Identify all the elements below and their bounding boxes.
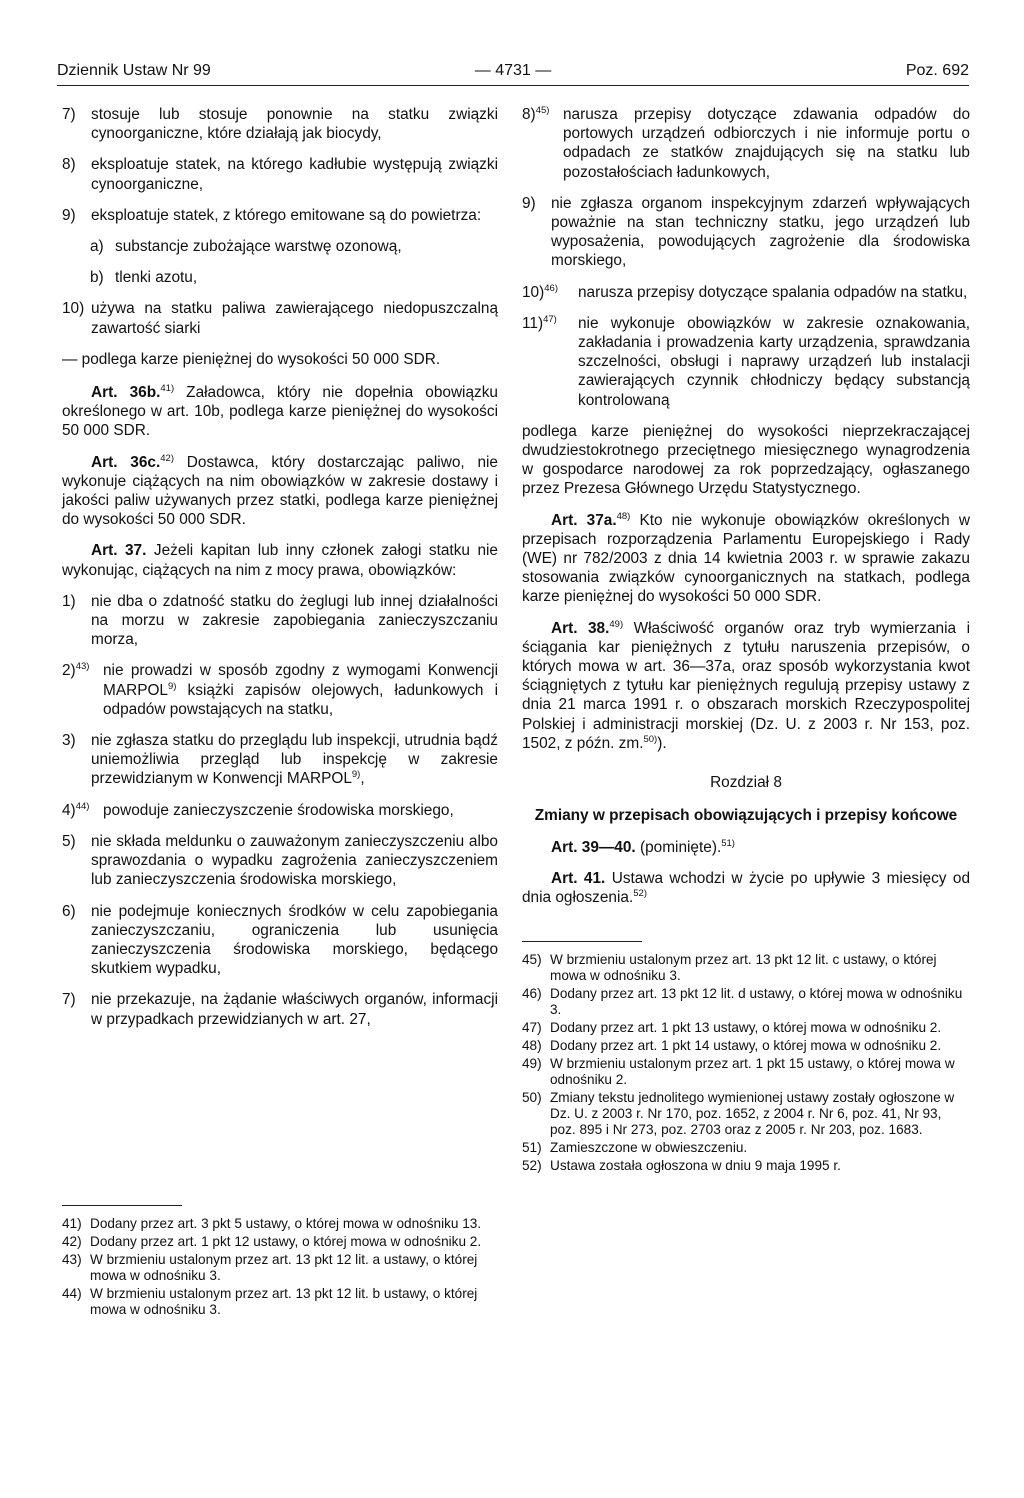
footnote [522, 986, 970, 1018]
footnote-text: Ustawa została ogłoszona w dniu 9 maja 1995 r. [550, 1158, 841, 1174]
footnote-text: Dodany przez art. 1 pkt 14 ustawy, o której mowa w odnośniku 2. [550, 1038, 942, 1054]
item-text: substancje zubożające warstwę ozonową, [115, 238, 402, 256]
article-label: Art. 37. [91, 542, 147, 560]
item-text: eksploatuje statek, z którego emitowane są do powietrza: [91, 206, 482, 224]
header-rule [57, 85, 969, 86]
item-number-text: 11) [522, 314, 544, 332]
footnote-rule [62, 1205, 182, 1206]
item-number [522, 314, 557, 333]
article-text: Właściwość organów oraz tryb wymierzania i ściągania kar pieniężnych z tytułu naruszenia przepisów, o których mowa w art. 36—37a, oraz sposób wykorzystania kwot ściągniętych z tytułu kar pieniężnych regulują przepisy ustawy z dnia 21 marca 1991 r. o obszarach morskich Rzeczypospolitej Polskiej i administracji morskiej (Dz. U. z 2003 r. Nr 153, poz. 1502, z późn. zm. [522, 619, 970, 752]
footnote [522, 1020, 970, 1036]
footnote-text: Dodany przez art. 1 pkt 13 ustawy, o której mowa w odnośniku 2. [550, 1020, 942, 1036]
article-label: Art. 38. [551, 619, 610, 637]
footnote-ref: 50) [643, 733, 658, 745]
list-item [62, 206, 498, 225]
sub-list-item [62, 237, 498, 256]
list-item [62, 832, 498, 890]
left-column [62, 105, 498, 1320]
footnote-number: 45) [522, 952, 542, 968]
item-text: nie dba o zdatność statku do żeglugi lub innej działalności na morzu w zakresie zapobiegania zanieczyszczaniu morza, [91, 592, 498, 649]
footnote-text: Dodany przez art. 1 pkt 12 ustawy, o której mowa w odnośniku 2. [90, 1233, 482, 1249]
item-text: powoduje zanieczyszczenie środowiska morskiego, [103, 801, 454, 819]
item-text: narusza przepisy dotyczące spalania odpadów na statku, [578, 283, 968, 301]
item-number [522, 283, 558, 302]
chapter-number: Rozdział 8 [710, 774, 782, 792]
footnote-ref: 9) [351, 769, 361, 781]
footnote-number: 49) [522, 1056, 542, 1072]
footnote-ref: 41) [160, 382, 175, 394]
page-header [57, 60, 969, 82]
item-text: używa na statku paliwa zawierającego niedopuszczalną zawartość siarki [91, 300, 498, 337]
footnote-ref: 47) [543, 313, 557, 325]
item-letter: b) [90, 269, 104, 287]
list-item [62, 902, 498, 979]
item-number [522, 105, 549, 124]
footnote-number: 47) [522, 1020, 542, 1036]
item-number: 3) [62, 732, 76, 750]
item-number: 10) [62, 300, 85, 318]
article-text: Ustawa wchodzi w życie po upływie 3 miesięcy od dnia ogłoszenia. [522, 869, 970, 906]
penalty-clause: podlega karze pieniężnej do wysokości nieprzekraczającej dwudziestokrotnego przeciętnego miesięcznego wynagrodzenia w gospodarce narodowej za rok poprzedzający, ogłaszanego przez Prezesa Głównego Urzędu Statystycznego. [522, 422, 970, 498]
list-item [62, 731, 498, 789]
article-label: Art. 36c. [91, 453, 161, 471]
item-text: , [360, 770, 365, 788]
footnote-ref: 42) [160, 452, 174, 464]
footnote-ref: 45) [535, 104, 550, 116]
article-text: Dostawca, który dostarczając paliwo, nie wykonuje ciążących na nim obowiązków w zakresie dostawy i jakości paliw używanych przez statki, podlega karze pieniężnej do wysokości 50 000 SDR. [62, 453, 498, 529]
footnote-number: 42) [62, 1233, 82, 1249]
footnote-rule [522, 941, 642, 942]
item-text: narusza przepisy dotyczące zdawania odpadów do portowych urządzeń odbiorczych i nie informuje portu o odpadach ze statków znajdujących się na statku lub pozostałościach ładunkowych, [563, 106, 970, 181]
article-text: Jeżeli kapitan lub inny członek załogi statku nie wykonując, ciążących na nim z mocy prawa, obowiązków: [62, 542, 498, 579]
article-text: (pominięte). [635, 838, 722, 856]
sub-list-item [62, 268, 498, 287]
spacer [62, 1041, 498, 1197]
list-item [62, 155, 498, 193]
footnote-number: 48) [522, 1038, 542, 1054]
footnote-ref: 51) [721, 837, 735, 849]
item-text: książki zapisów olejowych, ładunkowych i odpadów powstających na statku, [103, 681, 498, 718]
article-37 [62, 541, 498, 579]
item-number: 8) [62, 156, 76, 174]
footnote [522, 1140, 970, 1156]
footnote-text: W brzmieniu ustalonym przez art. 1 pkt 15 ustawy, o której mowa w odnośniku 2. [550, 1056, 955, 1088]
item-text: tlenki azotu, [115, 269, 198, 287]
footnote [522, 952, 970, 984]
footnote-text: Dodany przez art. 13 pkt 12 lit. d ustawy, o której mowa w odnośniku 3. [550, 986, 963, 1018]
list-item [62, 592, 498, 650]
footnote-text: W brzmieniu ustalonym przez art. 13 pkt 12 lit. b ustawy, o której mowa w odnośniku 3. [90, 1285, 478, 1317]
item-number [62, 801, 89, 820]
footnote-number: 50) [522, 1090, 542, 1106]
article-text: Załadowca, który nie dopełnia obowiązku określonego w art. 10b, podlega karze pieniężnej do wysokości 50 000 SDR. [62, 384, 498, 440]
footnote-ref: 9) [168, 680, 177, 692]
footnote-number: 51) [522, 1140, 542, 1156]
penalty-clause: — podlega karze pieniężnej do wysokości 50 000 SDR. [62, 350, 441, 368]
footnote-ref: 48) [616, 510, 631, 522]
footnote-text: Zamieszczone w obwieszczeniu. [550, 1140, 748, 1156]
article-label: Art. 41. [551, 869, 606, 887]
list-item [62, 299, 498, 337]
page-number: — 4731 — [474, 62, 552, 79]
list-item [522, 194, 970, 271]
item-number-text: 8) [522, 106, 536, 123]
footnote-text: Dodany przez art. 3 pkt 5 ustawy, o której mowa w odnośniku 13. [90, 1215, 482, 1231]
article-text: ). [657, 734, 667, 752]
item-number [62, 661, 89, 680]
item-number: 9) [522, 194, 536, 212]
footnote-ref: 49) [609, 618, 624, 630]
footnote-number: 41) [62, 1215, 82, 1231]
footnote-ref: 44) [75, 800, 90, 812]
footnote [522, 1038, 970, 1054]
footnote-ref: 43) [75, 661, 90, 673]
item-number: 7) [62, 991, 76, 1009]
article-36b [62, 383, 498, 441]
item-text: stosuje lub stosuje ponownie na statku związki cynoorganiczne, które działają jak biocydy, [91, 106, 498, 143]
list-item [62, 990, 498, 1028]
item-text: nie zgłasza statku do przeglądu lub inspekcji, utrudnia bądź uniemożliwia przegląd lub inspekcję w zakresie przewidzianym w Konwencji MARPOL [91, 732, 498, 788]
item-text: nie składa meldunku o zauważonym zanieczyszczeniu albo sprawozdania o wypadku zagrożenia zanieczyszczeniem lub zanieczyszczenia środowiska morskiego, [91, 832, 498, 889]
list-item [522, 283, 970, 302]
item-number-text: 4) [62, 801, 76, 819]
footnote-ref: 52) [633, 887, 647, 899]
item-text: eksploatuje statek, na którego kadłubie występują związki cynoorganiczne, [91, 156, 498, 193]
item-text: nie prowadzi w sposób zgodny z wymogami Konwencji MARPOL [103, 662, 498, 699]
footnote [522, 1158, 970, 1174]
footnote [62, 1216, 498, 1232]
footnote [62, 1234, 498, 1250]
item-number-text: 2) [62, 662, 76, 680]
list-item [62, 801, 498, 820]
footnote-number: 44) [62, 1285, 82, 1301]
list-item [62, 105, 498, 143]
article-39-40 [522, 838, 970, 857]
footnote [62, 1252, 498, 1284]
footnote-text: Zmiany tekstu jednolitego wymienionej ustawy zostały ogłoszone w Dz. U. z 2003 r. Nr 170, poz. 1652, z 2004 r. Nr 6, poz. 41, Nr 93, poz. 895 i Nr 273, poz. 2703 oraz z 2005 r. Nr 203, poz. 1683. [550, 1090, 955, 1138]
item-number: 9) [62, 206, 76, 224]
item-text: nie podejmuje koniecznych środków w celu zapobiegania zanieczyszczaniu, ograniczenia lub usunięcia zanieczyszczenia środowiska morskiego, będącego skutkiem wypadku, [91, 902, 498, 978]
article-37a [522, 511, 970, 607]
journal-title: Dziennik Ustaw Nr 99 [57, 62, 211, 79]
article-label: Art. 36b. [91, 384, 161, 402]
list-item [62, 661, 498, 719]
article-label: Art. 39—40. [551, 838, 636, 856]
article-36c [62, 453, 498, 530]
item-number-text: 10) [522, 283, 545, 301]
footnote-number: 46) [522, 986, 542, 1002]
spacer [522, 919, 970, 933]
footnote-number: 43) [62, 1251, 82, 1267]
footnote [62, 1286, 498, 1318]
list-item [522, 105, 970, 182]
footnote-text: W brzmieniu ustalonym przez art. 13 pkt 12 lit. a ustawy, o której mowa w odnośniku 3. [90, 1251, 478, 1283]
footnote-number: 52) [522, 1158, 542, 1174]
article-label: Art. 37a. [551, 511, 617, 529]
footnote [522, 1056, 970, 1088]
item-letter: a) [90, 238, 104, 256]
item-text: nie zgłasza organom inspekcyjnym zdarzeń wpływających poważnie na stan techniczny statku, jego urządzeń lub wyposażenia, powodujących zagrożenie dla środowiska morskiego, [551, 194, 970, 270]
item-number: 7) [62, 106, 76, 123]
list-item [522, 314, 970, 410]
chapter-title: Zmiany w przepisach obowiązujących i przepisy końcowe [534, 807, 958, 825]
item-text: nie wykonuje obowiązków w zakresie oznakowania, zakładania i prowadzenia karty urządzenia, sprawdzania szczelności, obsługi i naprawy urządzeń lub instalacji zawierających czynnik chłodniczy będący substancją kontrolowaną [578, 314, 970, 409]
item-number: 6) [62, 902, 76, 920]
right-column [522, 105, 970, 1176]
article-text: Kto nie wykonuje obowiązków określonych w przepisach rozporządzenia Parlamentu Europejskiego i Rady (WE) nr 782/2003 z dnia 14 kwietnia 2003 r. w sprawie zakazu stosowania związków cynoorganicznych na statkach, podlega karze pieniężnej do wysokości 50 000 SDR. [522, 511, 970, 606]
footnote-text: W brzmieniu ustalonym przez art. 13 pkt 12 lit. c ustawy, o której mowa w odnośniku 3. [550, 952, 937, 984]
position-number: Poz. 692 [905, 62, 969, 79]
item-number: 1) [62, 592, 76, 610]
item-number: 5) [62, 832, 76, 850]
footnote [522, 1090, 970, 1138]
item-text: nie przekazuje, na żądanie właściwych organów, informacji w przypadkach przewidzianych w art. 27, [91, 991, 498, 1028]
article-38 [522, 619, 970, 753]
article-41 [522, 869, 970, 907]
footnote-ref: 46) [544, 282, 558, 294]
